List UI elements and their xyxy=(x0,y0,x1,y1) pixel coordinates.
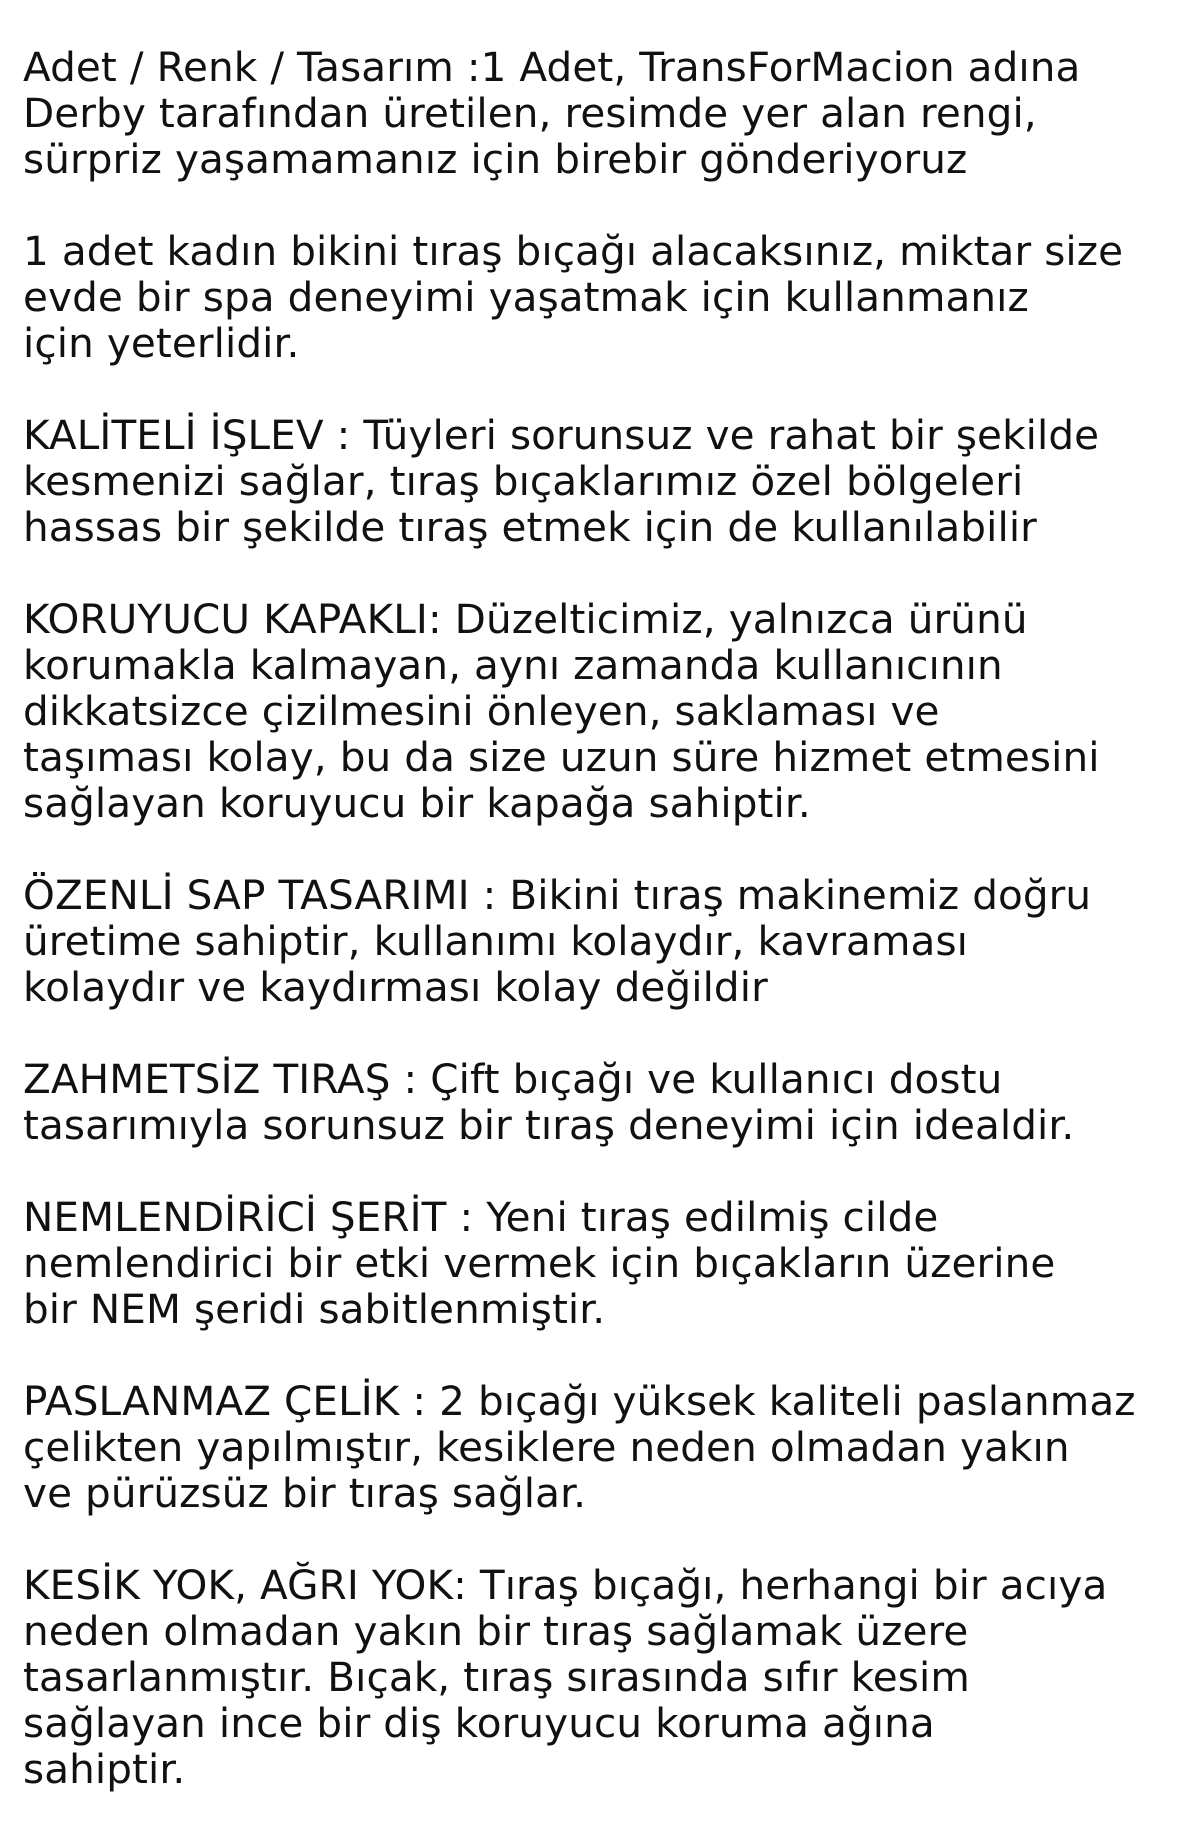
text-line: PASLANMAZ ÇELİK : 2 bıçağı yüksek kaliteli paslanmaz xyxy=(23,1377,1136,1425)
text-line: 1 adet kadın bikini tıraş bıçağı alacaksınız, miktar size xyxy=(23,227,1124,275)
text-line: sürpriz yaşamamanız için birebir gönderiyoruz xyxy=(23,135,968,183)
paragraph-koruyucu-kapakli xyxy=(23,596,1183,826)
product-description xyxy=(23,44,1183,1838)
text-line: evde bir spa deneyimi yaşatmak için kullanmanız xyxy=(23,273,1029,321)
paragraph-kesik-yok-agri-yok xyxy=(23,1562,1183,1792)
text-line: sahiptir. xyxy=(23,1745,186,1793)
text-line: ZAHMETSİZ TIRAŞ : Çift bıçağı ve kullanıcı dostu xyxy=(23,1055,1003,1103)
paragraph-zahmetsiz-tiras xyxy=(23,1056,1183,1148)
text-line: kesmenizi sağlar, tıraş bıçaklarımız özel bölgeleri xyxy=(23,457,1024,505)
text-line: KESİK YOK, AĞRI YOK: Tıraş bıçağı, herhangi bir acıya xyxy=(23,1561,1108,1609)
text-line: dikkatsizce çizilmesini önleyen, saklaması ve xyxy=(23,687,940,735)
text-line: tasarlanmıştır. Bıçak, tıraş sırasında sıfır kesim xyxy=(23,1653,970,1701)
text-line: için yeterlidir. xyxy=(23,319,300,367)
text-line: KORUYUCU KAPAKLI: Düzelticimiz, yalnızca ürünü xyxy=(23,595,1028,643)
text-line: KALİTELİ İŞLEV : Tüyleri sorunsuz ve rahat bir şekilde xyxy=(23,411,1100,459)
text-line: bir NEM şeridi sabitlenmiştir. xyxy=(23,1285,606,1333)
text-line: neden olmadan yakın bir tıraş sağlamak üzere xyxy=(23,1607,969,1655)
paragraph-adet-renk-tasarim xyxy=(23,44,1183,182)
text-line: taşıması kolay, bu da size uzun süre hizmet etmesini xyxy=(23,733,1100,781)
text-line: sağlayan koruyucu bir kapağa sahiptir. xyxy=(23,779,811,827)
text-line: tasarımıyla sorunsuz bir tıraş deneyimi için idealdir. xyxy=(23,1101,1075,1149)
paragraph-paslanmaz-celik xyxy=(23,1378,1183,1516)
text-line: çelikten yapılmıştır, kesiklere neden olmadan yakın xyxy=(23,1423,1070,1471)
text-line: üretime sahiptir, kullanımı kolaydır, kavraması xyxy=(23,917,968,965)
text-line: Derby tarafından üretilen, resimde yer alan rengi, xyxy=(23,89,1037,137)
text-line: Adet / Renk / Tasarım :1 Adet, TransForMacion adına xyxy=(23,43,1081,91)
text-line: NEMLENDİRİCİ ŞERİT : Yeni tıraş edilmiş cilde xyxy=(23,1193,939,1241)
text-line: korumakla kalmayan, aynı zamanda kullanıcının xyxy=(23,641,1003,689)
paragraph-miktar xyxy=(23,228,1183,366)
text-line: nemlendirici bir etki vermek için bıçakların üzerine xyxy=(23,1239,1056,1287)
paragraph-ozenli-sap-tasarimi xyxy=(23,872,1183,1010)
text-line: ve pürüzsüz bir tıraş sağlar. xyxy=(23,1469,587,1517)
paragraph-nemlendirici-serit xyxy=(23,1194,1183,1332)
text-line: hassas bir şekilde tıraş etmek için de kullanılabilir xyxy=(23,503,1037,551)
text-line: ÖZENLİ SAP TASARIMI : Bikini tıraş makinemiz doğru xyxy=(23,871,1092,919)
text-line: sağlayan ince bir diş koruyucu koruma ağına xyxy=(23,1699,935,1747)
paragraph-kaliteli-islev xyxy=(23,412,1183,550)
text-line: kolaydır ve kaydırması kolay değildir xyxy=(23,963,768,1011)
